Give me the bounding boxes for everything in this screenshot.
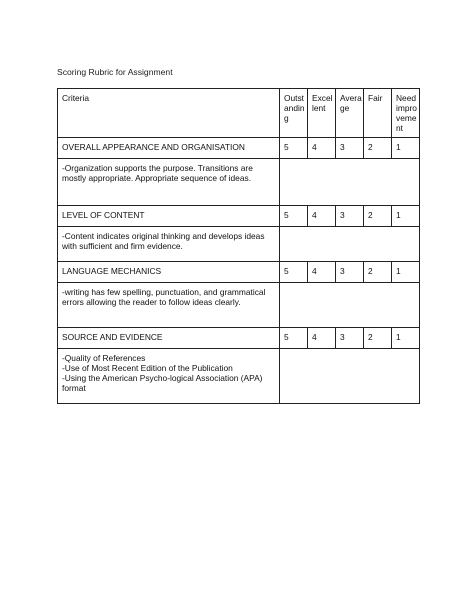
criteria-header: Criteria xyxy=(58,89,280,138)
score-cell-2: 2 xyxy=(364,206,392,227)
description-line: -Organization supports the purpose. Transitions are mostly appropriate. Appropriate sequence of ideas. xyxy=(62,163,256,183)
criterion-description xyxy=(58,227,280,262)
criterion-description-row xyxy=(58,159,420,206)
score-cell-1: 1 xyxy=(392,262,420,283)
criterion-name: LANGUAGE MECHANICS xyxy=(58,262,280,283)
criterion-description-row xyxy=(58,349,420,404)
score-spacer xyxy=(280,159,420,206)
score-cell-5: 5 xyxy=(280,206,308,227)
score-cell-1: 1 xyxy=(392,206,420,227)
score-cell-1: 1 xyxy=(392,328,420,349)
score-header-excellent: Excel lent xyxy=(308,89,336,138)
criterion-description-row xyxy=(58,227,420,262)
score-cell-2: 2 xyxy=(364,138,392,159)
rubric-table xyxy=(57,88,420,404)
criterion-name: SOURCE AND EVIDENCE xyxy=(58,328,280,349)
score-cell-5: 5 xyxy=(280,262,308,283)
score-spacer xyxy=(280,227,420,262)
score-header-average: Avera ge xyxy=(336,89,364,138)
score-cell-2: 2 xyxy=(364,262,392,283)
header-row xyxy=(58,89,420,138)
score-cell-3: 3 xyxy=(336,138,364,159)
score-cell-4: 4 xyxy=(308,328,336,349)
score-cell-3: 3 xyxy=(336,262,364,283)
criterion-description-row xyxy=(58,283,420,328)
score-cell-4: 4 xyxy=(308,138,336,159)
criterion-name: OVERALL APPEARANCE AND ORGANISATION xyxy=(58,138,280,159)
criterion-row-source-and-evidence xyxy=(58,328,420,349)
score-cell-5: 5 xyxy=(280,328,308,349)
score-cell-4: 4 xyxy=(308,206,336,227)
criterion-name: LEVEL OF CONTENT xyxy=(58,206,280,227)
score-cell-4: 4 xyxy=(308,262,336,283)
description-line: -Content indicates original thinking and develops ideas with sufficient and firm evidence. xyxy=(62,231,267,251)
score-cell-2: 2 xyxy=(364,328,392,349)
criterion-row-language-mechanics xyxy=(58,262,420,283)
score-header-fair: Fair xyxy=(364,89,392,138)
score-cell-3: 3 xyxy=(336,328,364,349)
score-header-need-improvement: Need impro veme nt xyxy=(392,89,420,138)
criterion-description xyxy=(58,349,280,404)
score-cell-5: 5 xyxy=(280,138,308,159)
criterion-description xyxy=(58,283,280,328)
description-line: -Use of Most Recent Edition of the Publication xyxy=(62,363,233,373)
description-line: -writing has few spelling, punctuation, and grammatical errors allowing the reader to follow ideas clearly. xyxy=(62,287,268,307)
score-header-outstanding: Outst andin g xyxy=(280,89,308,138)
description-line: -Using the American Psycho-logical Association (APA) format xyxy=(62,373,265,393)
score-cell-1: 1 xyxy=(392,138,420,159)
criterion-description xyxy=(58,159,280,206)
description-line: -Quality of References xyxy=(62,353,146,363)
score-spacer xyxy=(280,349,420,404)
score-spacer xyxy=(280,283,420,328)
criterion-row-level-of-content xyxy=(58,206,420,227)
criterion-row-overall-appearance xyxy=(58,138,420,159)
score-cell-3: 3 xyxy=(336,206,364,227)
document-title: Scoring Rubric for Assignment xyxy=(57,67,173,77)
